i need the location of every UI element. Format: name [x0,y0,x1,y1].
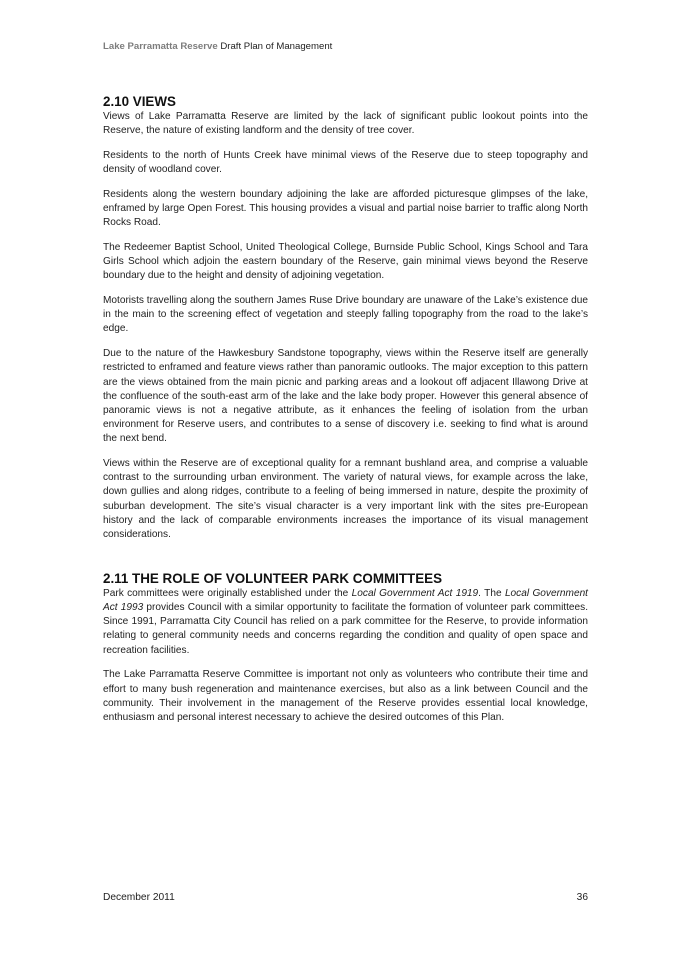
paragraph: Due to the nature of the Hawkesbury Sandstone topography, views within the Reserve itself are generally restricted to enframed and feature views rather than panoramic outlooks. The major exception to this pattern are the views obtained from the main picnic and parking areas and a lookout off adjacent Illawong Drive at the confluence of the south-east arm of the lake and the lake body proper. However this general absence of panoramic views is not a negative attribute, as it enhances the feeling of isolation from the urban environment for Reserve users, and contributes to a sense of discovery i.e. seeking to find what is around the next bend. [103,348,588,445]
paragraph: Residents to the north of Hunts Creek have minimal views of the Reserve due to steep topography and density of woodland cover. [103,149,588,176]
section-spacer [103,553,588,571]
paragraph: Motorists travelling along the southern James Ruse Drive boundary are unaware of the Lake’s existence due in the main to the screening effect of vegetation and steeply falling topography from the road to the lake’s edge. [103,295,588,335]
paragraph-text: Park committees were originally established under the [103,587,352,599]
paragraph: Views within the Reserve are of exceptional quality for a remnant bushland area, and comprise a valuable contrast to the surrounding urban environment. The variety of natural views, for example across the lake, down gullies and along ridges, contribute to a feeling of being immersed in nature, despite the proximity of suburban development. The site’s visual character is a very important link with the sites pre-European history and the lack of comparable environments increases the importance of its visual management considerations. [103,458,588,541]
section-heading-volunteer-committees: 2.11 THE ROLE OF VOLUNTEER PARK COMMITTEES [103,570,443,586]
paragraph [103,587,588,658]
paragraph: The Lake Parramatta Reserve Committee is important not only as volunteers who contribute their time and effort to many bush regeneration and maintenance exercises, but also as a link between Council and the community. Their involvement in the management of the Reserve provides essential local knowledge, enthusiasm and personal interest necessary to achieve the desired outcomes of this Plan. [103,669,588,723]
section-heading-views: 2.10 VIEWS [103,94,176,109]
paragraph: Residents along the western boundary adjoining the lake are afforded picturesque glimpses of the lake, enframed by large Open Forest. This housing provides a visual and partial noise barrier to traffic along North Rocks Road. [103,188,588,229]
paragraph: The Redeemer Baptist School, United Theological College, Burnside Public School, Kings School and Tara Girls School which adjoin the eastern boundary of the Reserve, gain minimal views beyond the Reserve boundary due to the height and density of adjoining vegetation. [103,241,588,282]
act-citation: Local Government Act 1919 [351,587,479,599]
header-title: Draft Plan of Management [217,41,333,52]
page-content [103,94,588,736]
paragraph-text: provides Council with a similar opportunity to facilitate the formation of volunteer park committees. Since 1991, Parramatta City Council has relied on a park committee for the Reserve, to provide information relating to general community needs and concerns regarding the condition and quality of open space and recreation facilities. [103,601,588,656]
footer-date: December 2011 [103,892,175,903]
section-views [103,94,588,542]
running-header [103,41,332,52]
paragraph-text: . The [478,587,505,599]
paragraph: Views of Lake Parramatta Reserve are limited by the lack of significant public lookout points into the Reserve, the nature of existing landform and the density of tree cover. [103,111,588,137]
act-citation: Local Government Act 1993 [103,587,588,613]
header-brand: Lake Parramatta Reserve [103,41,218,52]
page-number: 36 [576,892,588,903]
section-volunteer-park-committees [103,571,588,725]
